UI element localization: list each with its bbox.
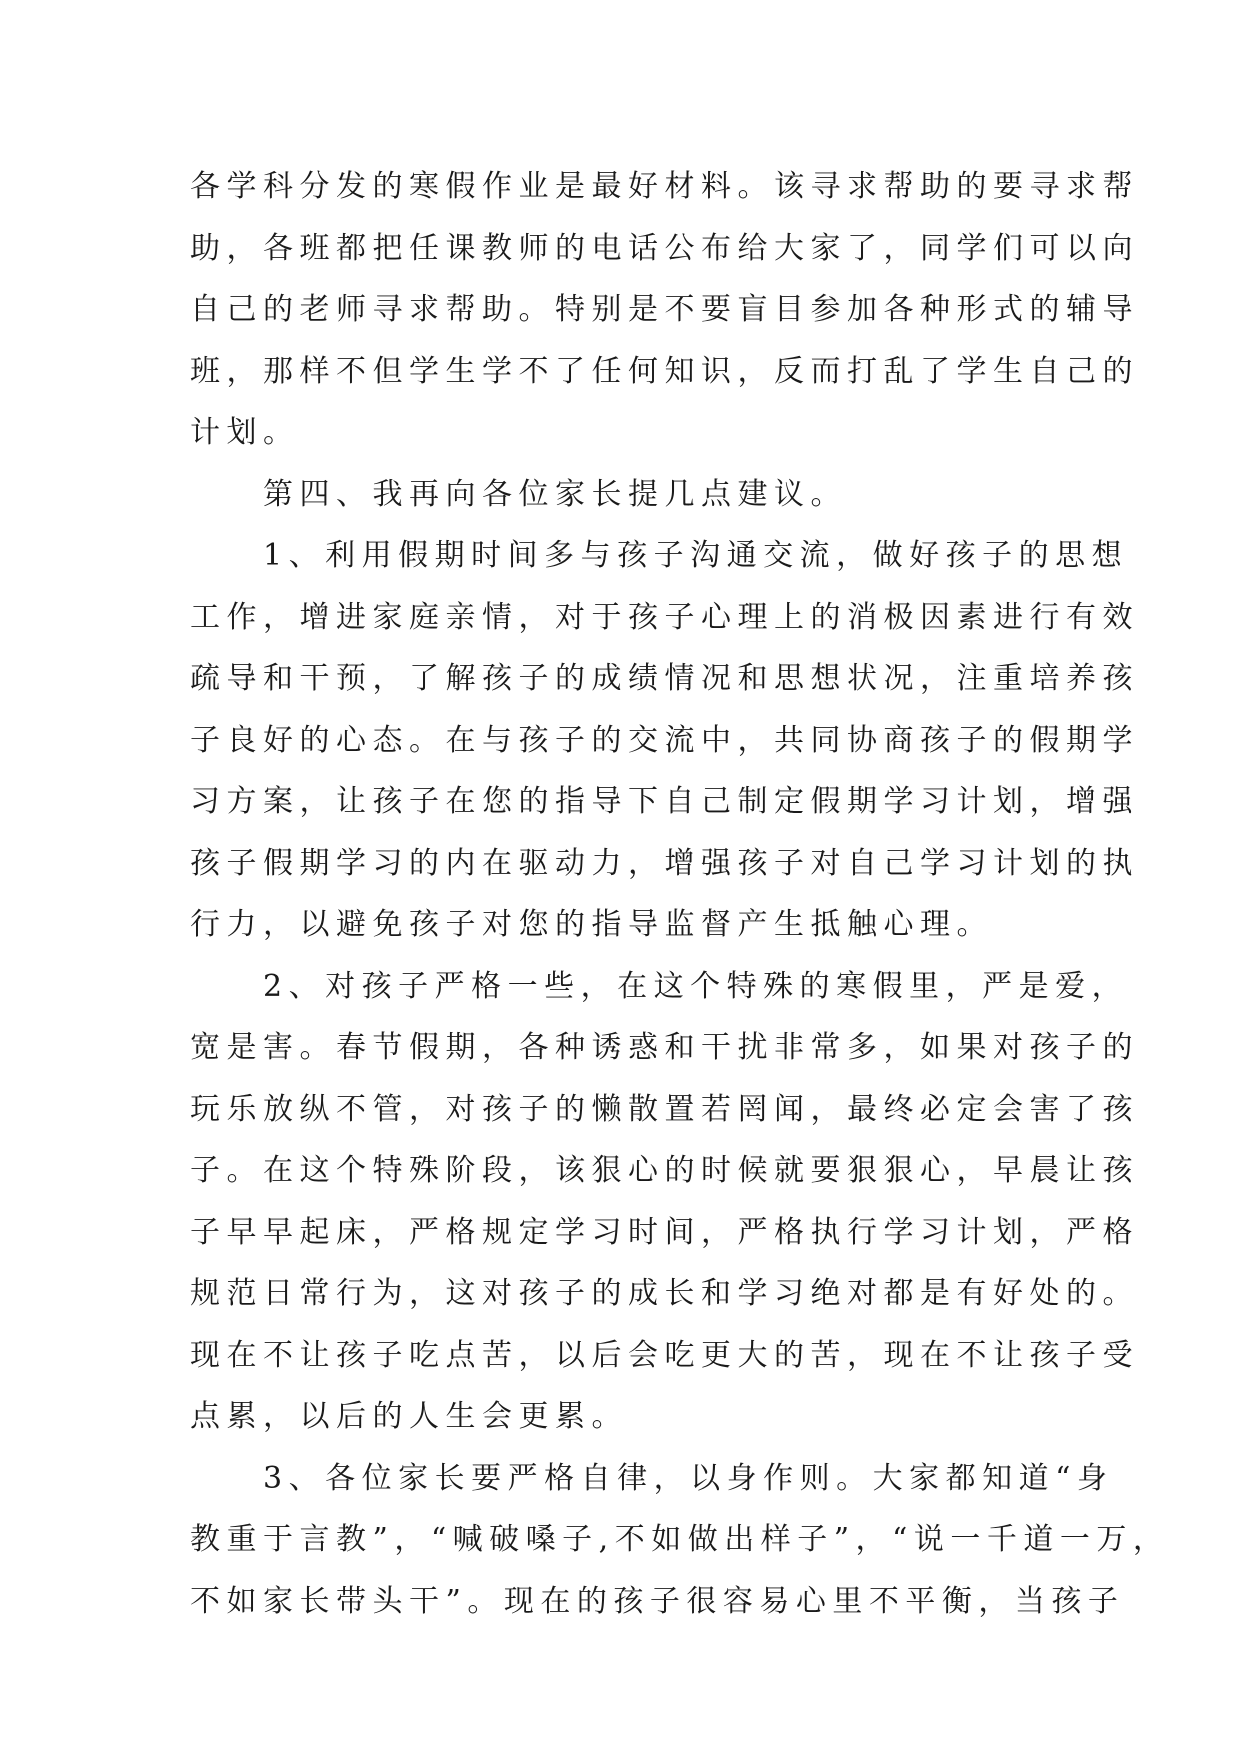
text-line: 行力，以避免孩子对您的指导监督产生抵触心理。	[190, 907, 993, 942]
text-line: 点累，以后的人生会更累。	[190, 1399, 628, 1434]
section-heading: 第四、我再向各位家长提几点建议。	[190, 476, 847, 512]
text-line: 子。在这个特殊阶段，该狠心的时候就要狠狠心，早晨让孩	[190, 1153, 1139, 1188]
text-line: 现在不让孩子吃点苦，以后会吃更大的苦，现在不让孩子受	[190, 1337, 1139, 1373]
text-line: 子早早起床，严格规定学习时间，严格执行学习计划，严格	[190, 1214, 1139, 1250]
text-line: 1、利用假期时间多与孩子沟通交流，做好孩子的思想	[190, 538, 1129, 573]
text-line: 助，各班都把任课教师的电话公布给大家了，同学们可以向	[190, 230, 1139, 266]
text-line: 子良好的心态。在与孩子的交流中，共同协商孩子的假期学	[190, 722, 1139, 758]
text-line: 宽是害。春节假期，各种诱惑和干扰非常多，如果对孩子的	[190, 1030, 1139, 1065]
text-line: 疏导和干预，了解孩子的成绩情况和思想状况，注重培养孩	[190, 661, 1139, 696]
text-line: 规范日常行为，这对孩子的成长和学习绝对都是有好处的。	[190, 1276, 1139, 1311]
text-line: 自己的老师寻求帮助。特别是不要盲目参加各种形式的辅导	[190, 292, 1139, 327]
text-line: 各学科分发的寒假作业是最好材料。该寻求帮助的要寻求帮	[190, 169, 1139, 204]
text-line: 2、对孩子严格一些，在这个特殊的寒假里，严是爱，	[190, 968, 1129, 1004]
text-line: 工作，增进家庭亲情，对于孩子心理上的消极因素进行有效	[190, 599, 1139, 635]
text-line: 教重于言教”，“喊破嗓子,不如做出样子”，“说一千道一万，	[190, 1522, 1170, 1557]
text-line: 计划。	[190, 415, 300, 450]
body-text	[190, 156, 1170, 1632]
text-line: 孩子假期学习的内在驱动力，增强孩子对自己学习计划的执	[190, 845, 1139, 881]
text-line: 玩乐放纵不管，对孩子的懒散置若罔闻，最终必定会害了孩	[190, 1091, 1139, 1127]
text-line: 班，那样不但学生学不了任何知识，反而打乱了学生自己的	[190, 353, 1139, 389]
text-line: 习方案，让孩子在您的指导下自己制定假期学习计划，增强	[190, 784, 1139, 819]
text-line: 3、各位家长要严格自律，以身作则。大家都知道“身	[190, 1460, 1114, 1496]
text-line: 不如家长带头干”。现在的孩子很容易心里不平衡，当孩子	[190, 1583, 1125, 1619]
